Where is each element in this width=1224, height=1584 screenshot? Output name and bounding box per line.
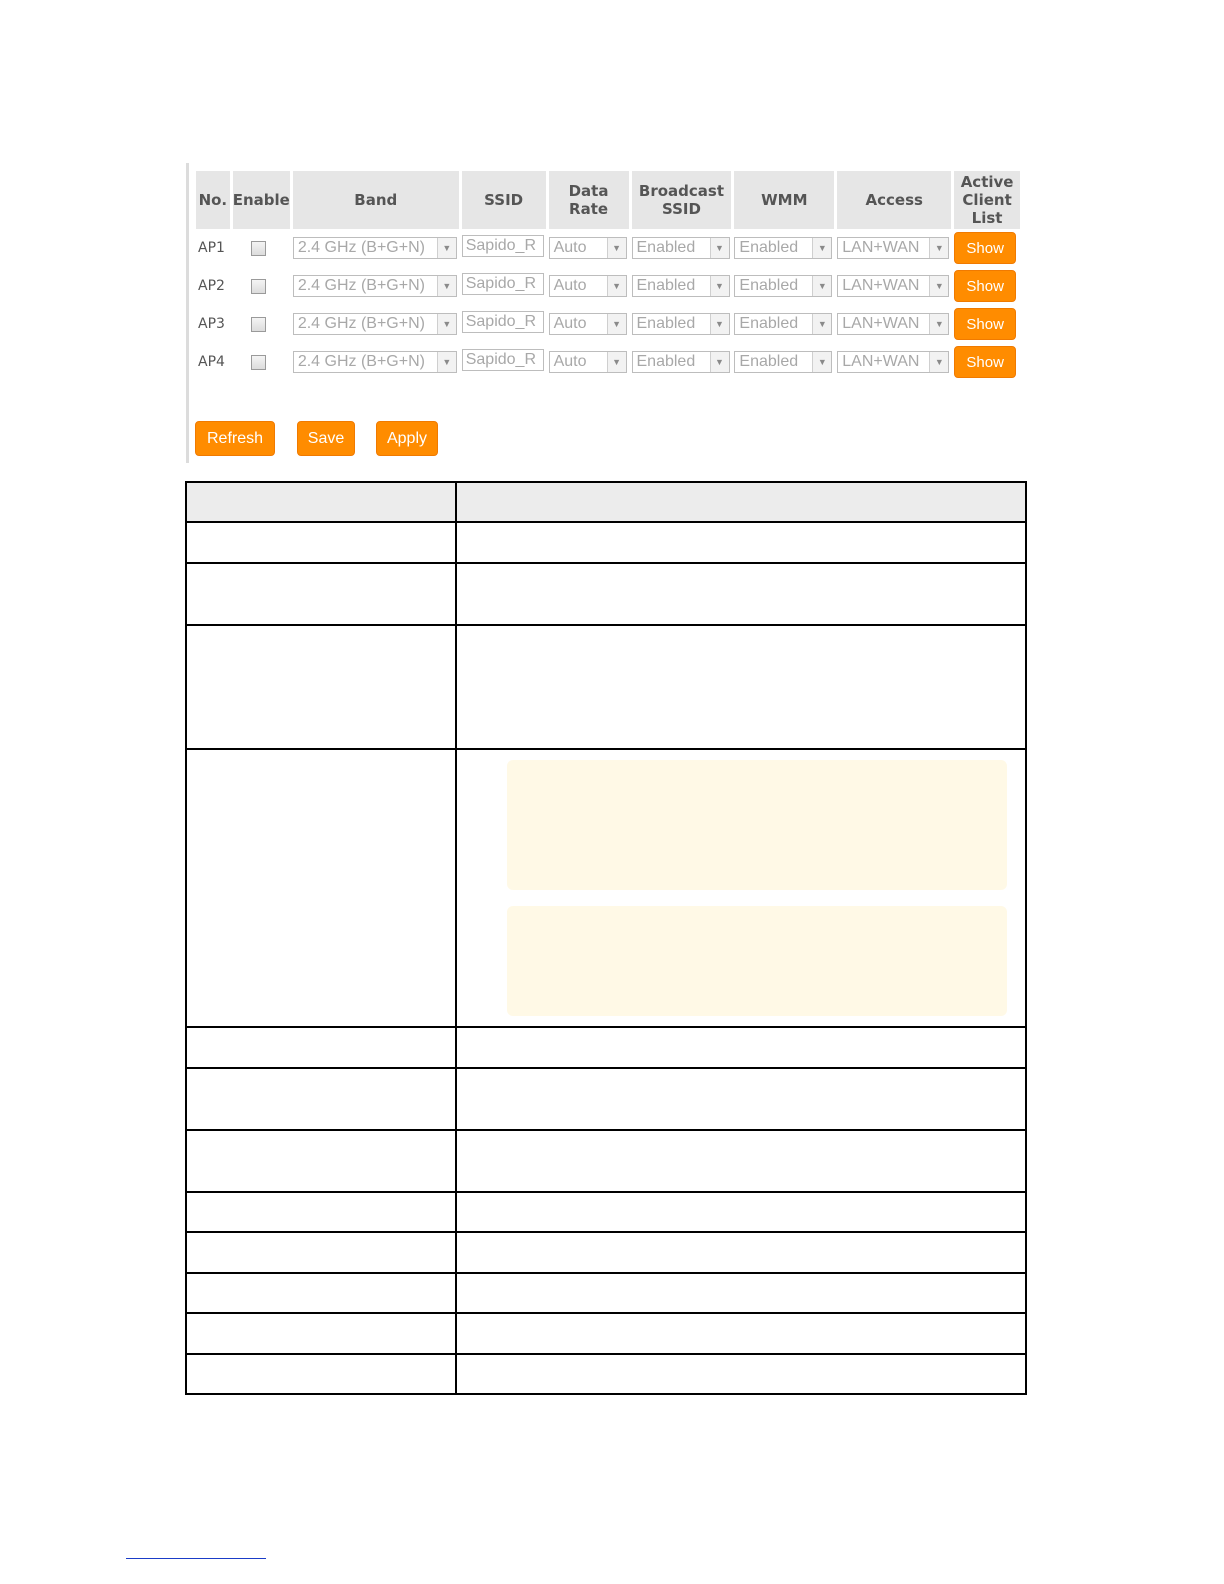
table-row — [196, 267, 1020, 305]
wmm-select[interactable] — [734, 275, 832, 297]
wmm-select[interactable] — [734, 313, 832, 335]
ssid-input[interactable]: Sapido_R — [462, 273, 544, 295]
table-cell — [186, 1192, 456, 1232]
chevron-down-icon: ▼ — [812, 314, 831, 334]
chevron-down-icon: ▼ — [437, 276, 456, 296]
rate-cell — [549, 305, 629, 343]
access-cell — [837, 343, 951, 381]
table-cell — [456, 1354, 1026, 1394]
header-active-client-list — [954, 171, 1020, 229]
table-row — [186, 522, 1026, 563]
table-cell — [456, 563, 1026, 625]
table-row — [186, 1130, 1026, 1192]
table-cell — [186, 563, 456, 625]
rate-cell — [549, 267, 629, 305]
data-rate-value: Auto — [553, 353, 587, 370]
enable-checkbox[interactable] — [251, 241, 266, 256]
header-access: Access — [837, 171, 951, 229]
enable-cell — [233, 229, 290, 267]
enable-checkbox[interactable] — [251, 317, 266, 332]
band-value: 2.4 GHz (B+G+N) — [297, 277, 425, 294]
header-data-rate — [549, 171, 629, 229]
data-rate-select[interactable] — [549, 313, 627, 335]
show-cell — [954, 305, 1020, 343]
table-row — [186, 1192, 1026, 1232]
band-value: 2.4 GHz (B+G+N) — [297, 353, 425, 370]
chevron-down-icon: ▼ — [812, 238, 831, 258]
ap-number: AP3 — [198, 316, 225, 332]
access-select[interactable] — [837, 351, 949, 373]
ssid-input[interactable]: Sapido_R — [462, 349, 544, 371]
header-active-line1: Active — [960, 173, 1014, 191]
wmm-value: Enabled — [739, 353, 799, 370]
show-client-list-button[interactable]: Show — [954, 270, 1016, 302]
band-cell — [293, 267, 459, 305]
header-active-line2: Client — [962, 191, 1012, 209]
table-row — [196, 343, 1020, 381]
table-cell — [186, 1313, 456, 1354]
chevron-down-icon: ▼ — [929, 314, 948, 334]
ssid-cell — [462, 229, 546, 267]
apply-button[interactable]: Apply — [376, 421, 438, 456]
table-cell — [186, 1068, 456, 1130]
table-cell — [186, 1130, 456, 1192]
ssid-input[interactable]: Sapido_R — [462, 311, 544, 333]
data-rate-select[interactable] — [549, 237, 627, 259]
chevron-down-icon: ▼ — [710, 314, 729, 334]
chevron-down-icon: ▼ — [437, 314, 456, 334]
chevron-down-icon: ▼ — [812, 352, 831, 372]
table-row — [196, 305, 1020, 343]
access-select[interactable] — [837, 237, 949, 259]
chevron-down-icon: ▼ — [607, 314, 626, 334]
show-client-list-button[interactable]: Show — [954, 232, 1016, 264]
broadcast-ssid-value: Enabled — [636, 353, 696, 370]
broadcast-cell — [632, 305, 732, 343]
broadcast-ssid-select[interactable] — [632, 237, 730, 259]
ssid-input[interactable]: Sapido_R — [462, 235, 544, 257]
table-cell — [186, 522, 456, 563]
table-cell — [456, 522, 1026, 563]
data-rate-value: Auto — [553, 277, 587, 294]
table-cell — [186, 625, 456, 749]
table-cell — [456, 1192, 1026, 1232]
header-active-line3: List — [971, 209, 1003, 227]
multiple-ap-panel — [186, 163, 1023, 463]
access-value: LAN+WAN — [842, 239, 920, 256]
enable-cell — [233, 343, 290, 381]
band-cell — [293, 305, 459, 343]
broadcast-ssid-select[interactable] — [632, 275, 730, 297]
table-cell — [456, 1027, 1026, 1068]
table-row — [186, 1273, 1026, 1313]
data-rate-value: Auto — [553, 239, 587, 256]
wmm-cell — [734, 305, 834, 343]
broadcast-ssid-select[interactable] — [632, 313, 730, 335]
chevron-down-icon: ▼ — [710, 352, 729, 372]
table-row — [186, 1068, 1026, 1130]
table-row — [186, 1027, 1026, 1068]
wmm-value: Enabled — [739, 315, 799, 332]
access-value: LAN+WAN — [842, 315, 920, 332]
table-row — [186, 1313, 1026, 1354]
table-cell — [456, 1130, 1026, 1192]
wmm-cell — [734, 343, 834, 381]
description-table-header — [186, 482, 1026, 522]
broadcast-ssid-value: Enabled — [636, 277, 696, 294]
ap-number: AP4 — [198, 354, 225, 370]
enable-cell — [233, 267, 290, 305]
chevron-down-icon: ▼ — [812, 276, 831, 296]
rate-cell — [549, 343, 629, 381]
header-broadcast-line1: Broadcast — [638, 182, 724, 200]
chevron-down-icon: ▼ — [929, 238, 948, 258]
ap-number: AP2 — [198, 278, 225, 294]
header-enable: Enable — [233, 171, 290, 229]
band-select[interactable] — [293, 237, 457, 259]
wmm-select[interactable] — [734, 237, 832, 259]
rate-cell — [549, 229, 629, 267]
access-select[interactable] — [837, 313, 949, 335]
chevron-down-icon: ▼ — [437, 238, 456, 258]
wmm-value: Enabled — [739, 277, 799, 294]
chevron-down-icon: ▼ — [710, 276, 729, 296]
redacted-highlight — [507, 906, 1007, 1016]
access-cell — [837, 229, 951, 267]
band-cell — [293, 343, 459, 381]
ssid-cell — [462, 305, 546, 343]
data-rate-value: Auto — [553, 315, 587, 332]
footer-link-underline[interactable] — [126, 1558, 266, 1559]
broadcast-ssid-value: Enabled — [636, 239, 696, 256]
table-cell — [186, 1273, 456, 1313]
table-cell — [186, 1027, 456, 1068]
chevron-down-icon: ▼ — [710, 238, 729, 258]
table-cell — [456, 1068, 1026, 1130]
table-row — [186, 1232, 1026, 1273]
table-header-row — [196, 171, 1020, 229]
data-rate-select[interactable] — [549, 275, 627, 297]
chevron-down-icon: ▼ — [929, 352, 948, 372]
table-cell — [456, 625, 1026, 749]
access-value: LAN+WAN — [842, 353, 920, 370]
table-row — [186, 563, 1026, 625]
table-cell — [456, 1232, 1026, 1273]
access-cell — [837, 305, 951, 343]
redacted-highlight — [507, 760, 1007, 890]
table-cell — [456, 1313, 1026, 1354]
header-broadcast-line2: SSID — [661, 200, 701, 218]
header-band: Band — [293, 171, 459, 229]
save-button[interactable]: Save — [297, 421, 355, 456]
table-cell — [186, 1232, 456, 1273]
access-select[interactable] — [837, 275, 949, 297]
table-cell — [186, 482, 456, 522]
table-cell — [186, 1354, 456, 1394]
enable-checkbox[interactable] — [251, 279, 266, 294]
band-value: 2.4 GHz (B+G+N) — [297, 315, 425, 332]
chevron-down-icon: ▼ — [607, 352, 626, 372]
refresh-button[interactable]: Refresh — [195, 421, 275, 456]
header-broadcast-ssid — [632, 171, 732, 229]
table-cell — [186, 749, 456, 1027]
ap-table — [193, 171, 1023, 381]
broadcast-cell — [632, 229, 732, 267]
broadcast-ssid-select[interactable] — [632, 351, 730, 373]
enable-cell — [233, 305, 290, 343]
chevron-down-icon: ▼ — [437, 352, 456, 372]
broadcast-cell — [632, 267, 732, 305]
show-client-list-button[interactable]: Show — [954, 346, 1016, 378]
wmm-cell — [734, 267, 834, 305]
table-row — [196, 229, 1020, 267]
table-cell — [456, 1273, 1026, 1313]
broadcast-cell — [632, 343, 732, 381]
chevron-down-icon: ▼ — [607, 238, 626, 258]
band-select[interactable] — [293, 313, 457, 335]
ap-number: AP1 — [198, 240, 225, 256]
table-row — [186, 1354, 1026, 1394]
header-no: No. — [196, 171, 230, 229]
band-cell — [293, 229, 459, 267]
show-client-list-button[interactable]: Show — [954, 308, 1016, 340]
enable-checkbox[interactable] — [251, 355, 266, 370]
wmm-cell — [734, 229, 834, 267]
header-data-rate-line1: Data — [568, 182, 609, 200]
access-cell — [837, 267, 951, 305]
show-cell — [954, 267, 1020, 305]
chevron-down-icon: ▼ — [929, 276, 948, 296]
header-wmm: WMM — [734, 171, 834, 229]
ssid-cell — [462, 267, 546, 305]
access-value: LAN+WAN — [842, 277, 920, 294]
broadcast-ssid-value: Enabled — [636, 315, 696, 332]
chevron-down-icon: ▼ — [607, 276, 626, 296]
wmm-value: Enabled — [739, 239, 799, 256]
show-cell — [954, 343, 1020, 381]
table-row — [186, 625, 1026, 749]
band-select[interactable] — [293, 351, 457, 373]
table-cell — [456, 482, 1026, 522]
data-rate-select[interactable] — [549, 351, 627, 373]
header-data-rate-line2: Rate — [569, 200, 609, 218]
band-value: 2.4 GHz (B+G+N) — [297, 239, 425, 256]
wmm-select[interactable] — [734, 351, 832, 373]
header-ssid: SSID — [462, 171, 546, 229]
ssid-cell — [462, 343, 546, 381]
band-select[interactable] — [293, 275, 457, 297]
show-cell — [954, 229, 1020, 267]
